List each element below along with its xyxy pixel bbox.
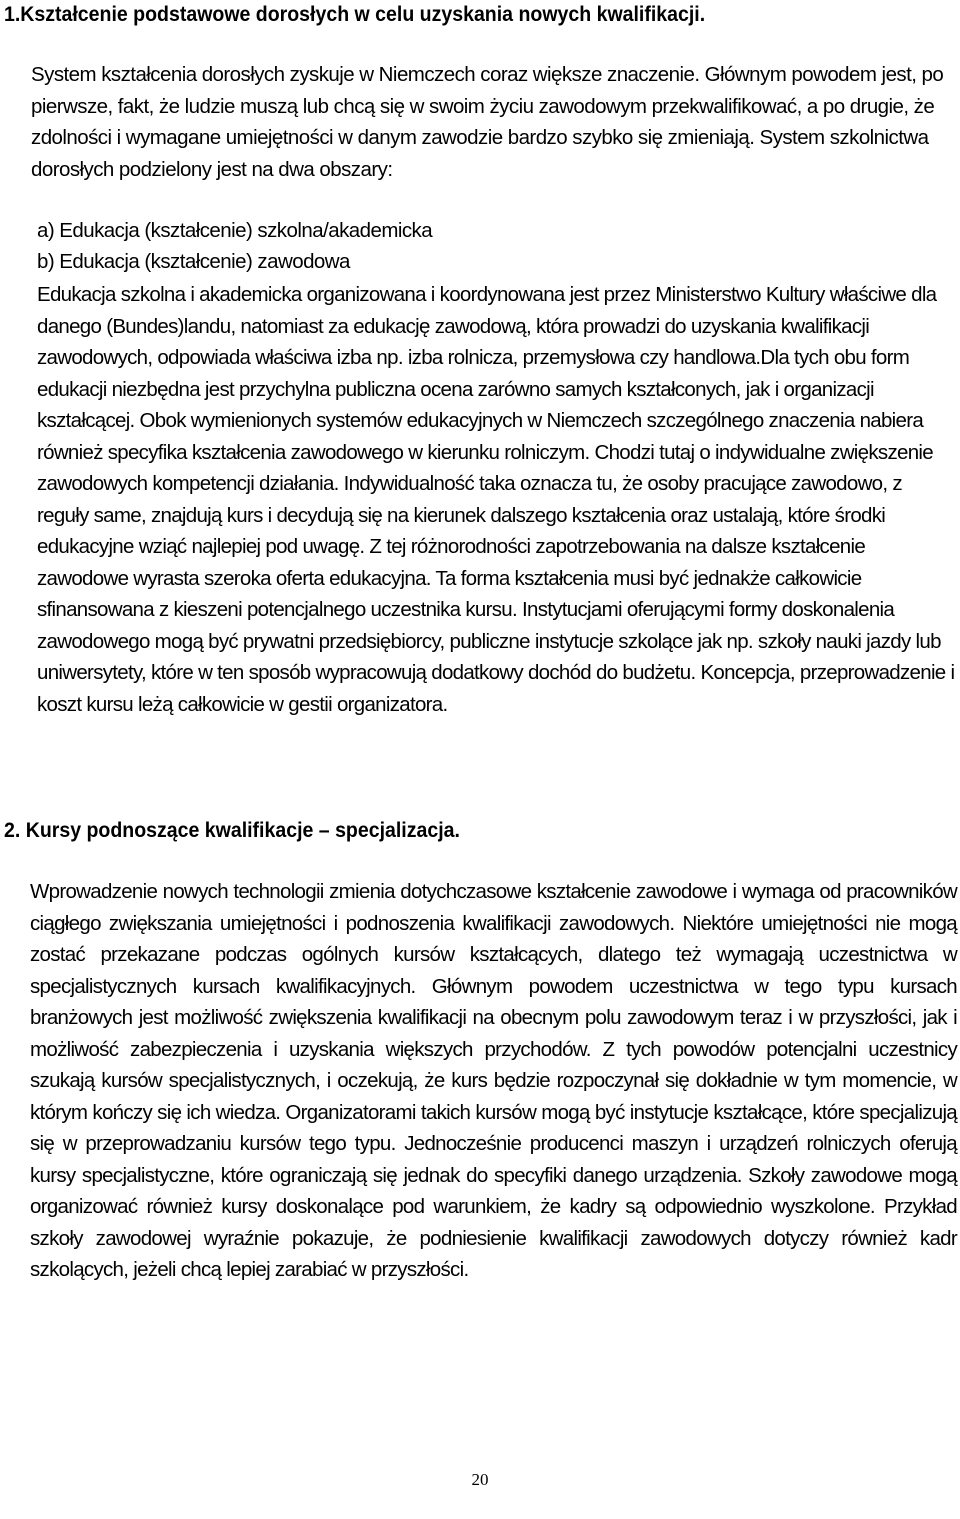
list-item-a: a) Edukacja (kształcenie) szkolna/akademicka	[37, 219, 433, 242]
list-item-b: b) Edukacja (kształcenie) zawodowa	[37, 250, 350, 273]
page-number: 20	[471, 1470, 489, 1489]
section-1-heading: 1.Kształcenie podstawowe dorosłych w celu uzyskania nowych kwalifikacji.	[4, 3, 706, 26]
section-2-body-paragraph: Wprowadzenie nowych technologii zmienia dotychczasowe kształcenie zawodowe i wymaga od pracowników ciągłego zwiększania umiejętności i podnoszenia kwalifikacji zawodowych. Niektóre umiejętności nie mogą zostać przekazane podczas ogólnych kursów kształcących, dlatego też wymagają uczestnictwa w specjalistycznych kursach kwalifikacyjnych. Głównym powodem uczestnictwa w tego typu kursach branżowych jest możliwość zwiększenia kwalifikacji na obecnym polu zawodowym teraz i w przyszłości, jak i możliwość zabezpieczenia i uzyskania większych przychodów. Z tych powodów potencjalni uczestnicy szukają kursów specjalistycznych, i oczekują, że kurs będzie rozpoczynał się dokładnie w tym momencie, w którym kończy się ich wiedza. Organizatorami takich kursów mogą być instytucje kształcące, które specjalizują się w przeprowadzaniu kursów tego typu. Jednocześnie producenci maszyn i urządzeń rolniczych oferują kursy specjalistyczne, które ograniczają się jednak do specyfiki danego urządzenia. Szkoły zawodowe mogą organizować również kursy doskonalące pod warunkiem, że kadry są odpowiednio wyszkolone. Przykład szkoły zawodowej wyraźnie pokazuje, że podniesienie kwalifikacji zawodowych dotyczy również kadr szkolących, jeżeli chcą lepiej zarabiać w przyszłości.	[30, 880, 957, 1281]
section-1-intro-paragraph: System kształcenia dorosłych zyskuje w Niemczech coraz większe znaczenie. Głównym powodem jest, po pierwsze, fakt, że ludzie muszą lub chcą się w swoim życiu zawodowym przekwalifikować, a po drugie, że zdolności i wymagane umiejętności w danym zawodzie bardzo szybko się zmieniają. System szkolnictwa dorosłych podzielony jest na dwa obszary:	[31, 63, 944, 181]
section-2-heading: 2. Kursy podnoszące kwalifikacje – specjalizacja.	[4, 819, 460, 842]
section-1-body-paragraph: Edukacja szkolna i akademicka organizowana i koordynowana jest przez Ministerstwo Kultury właściwe dla danego (Bundes)landu, natomiast za edukację zawodową, która prowadzi do uzyskania kwalifikacji zawodowych, odpowiada właściwa izba np. izba rolnicza, przemysłowa czy handlowa.Dla tych obu form edukacji niezbędna jest przychylna publiczna ocena zarówno samych kształconych, jak i organizacji kształcącej. Obok wymienionych systemów edukacyjnych w Niemczech szczególnego znaczenia nabiera również specyfika kształcenia zawodowego w kierunku rolniczym. Chodzi tutaj o indywidualne zwiększenie zawodowych kompetencji działania. Indywidualność taka oznacza tu, że osoby pracujące zawodowo, z reguły same, znajdują kurs i decydują się na kierunek dalszego kształcenia oraz ustalają, które środki edukacyjne wziąć najlepiej pod uwagę. Z tej różnorodności zapotrzebowania na dalsze kształcenie zawodowe wyrasta szeroka oferta edukacyjna. Ta forma kształcenia musi być jednakże całkowicie sfinansowana z kieszeni potencjalnego uczestnika kursu. Instytucjami oferującymi formy doskonalenia zawodowego mogą być prywatni przedsiębiorcy, publiczne instytucje szkolące jak np. szkoły nauki jazdy lub uniwersytety, które w ten sposób wypracowują dodatkowy dochód do budżetu. Koncepcja, przeprowadzenie i koszt kursu leżą całkowicie w gestii organizatora.	[37, 283, 955, 716]
